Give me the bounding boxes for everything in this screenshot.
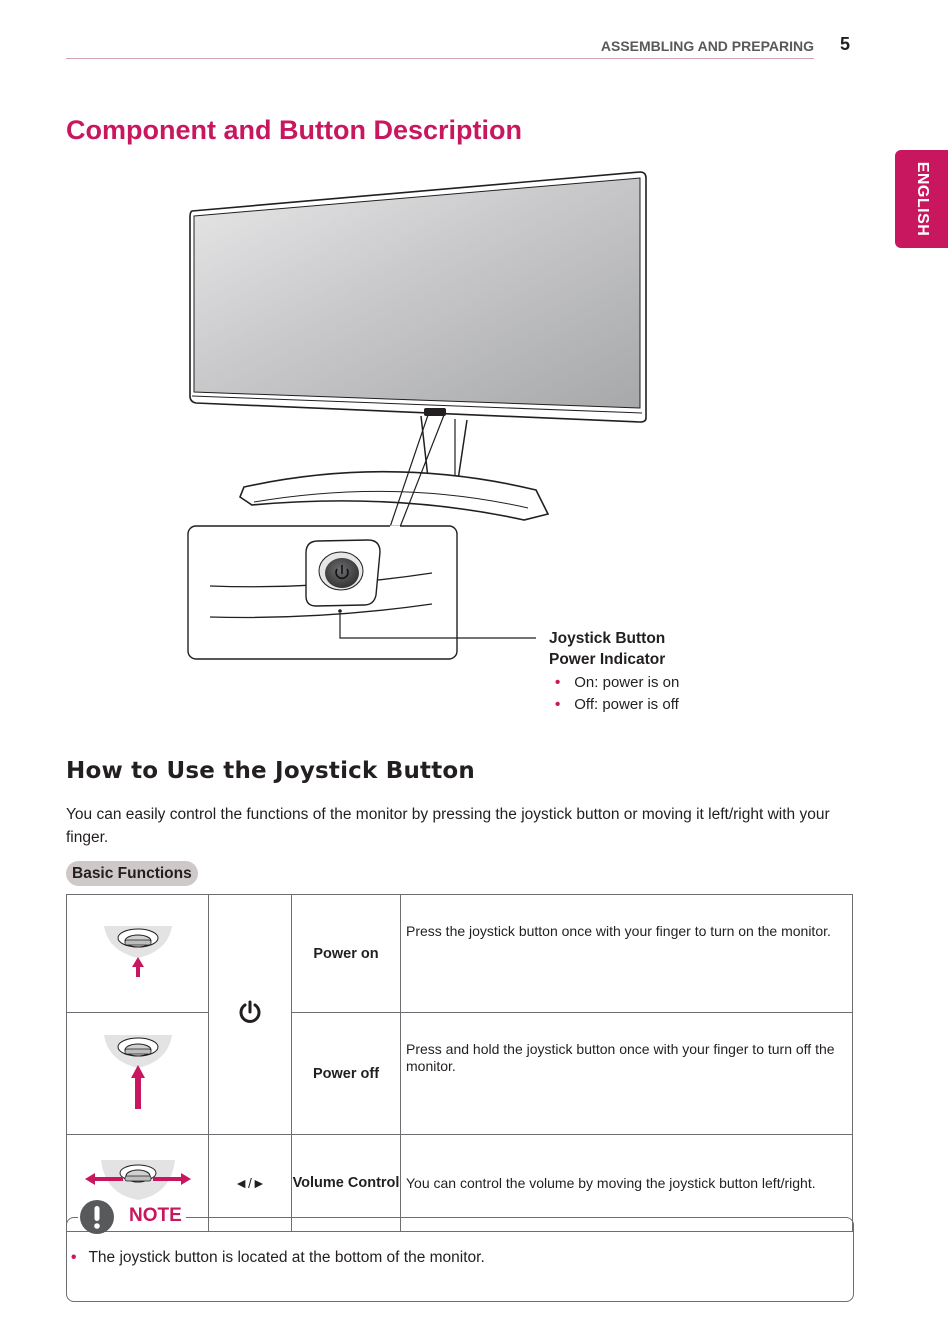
function-description: Press and hold the joystick button once with your finger to turn off the monitor. [401, 1013, 853, 1135]
functions-table [66, 894, 853, 1232]
page-title: Component and Button Description [66, 115, 522, 145]
table-row [67, 1013, 853, 1135]
header-section-title: ASSEMBLING AND PREPARING [600, 38, 814, 54]
joystick-button-label: Joystick Button [549, 630, 666, 647]
bullet-power-off: • Off: power is off [555, 696, 679, 713]
function-label: Power off [292, 1013, 401, 1135]
power-symbol-cell [209, 895, 292, 1135]
bullet-power-on-text: On: power is on [574, 674, 680, 691]
power-icon [237, 999, 263, 1025]
note-item-text: The joystick button is located at the bottom of the monitor. [88, 1249, 485, 1266]
power-indicator-label: Power Indicator [549, 651, 666, 668]
section-heading: How to Use the Joystick Button [66, 758, 475, 784]
exclamation-icon [80, 1200, 114, 1234]
function-label: Power on [292, 895, 401, 1013]
page-number: 5 [840, 34, 851, 54]
hold-illustration-cell [67, 1013, 209, 1135]
note-title: NOTE [129, 1205, 182, 1226]
joystick-hold-icon [98, 1031, 178, 1111]
bullet-power-on: • On: power is on [555, 674, 680, 691]
joystick-move-icon [83, 1156, 193, 1206]
table-row [67, 895, 853, 1013]
note-item: • The joystick button is located at the bottom of the monitor. [71, 1249, 485, 1266]
press-illustration-cell [67, 895, 209, 1013]
volume-symbol: ◄/► [209, 1135, 292, 1232]
basic-functions-pill: Basic Functions [66, 861, 198, 886]
function-label: Volume Control [292, 1135, 401, 1232]
function-description: Press the joystick button once with your finger to turn on the monitor. [401, 895, 853, 1013]
bullet-power-off-text: Off: power is off [574, 696, 679, 713]
joystick-press-icon [98, 921, 178, 981]
intro-paragraph: You can easily control the functions of the monitor by pressing the joystick button or moving it left/right with your finger. [66, 806, 830, 846]
function-description: You can control the volume by moving the joystick button left/right. [401, 1135, 853, 1232]
language-tab-label: ENGLISH [913, 161, 931, 237]
